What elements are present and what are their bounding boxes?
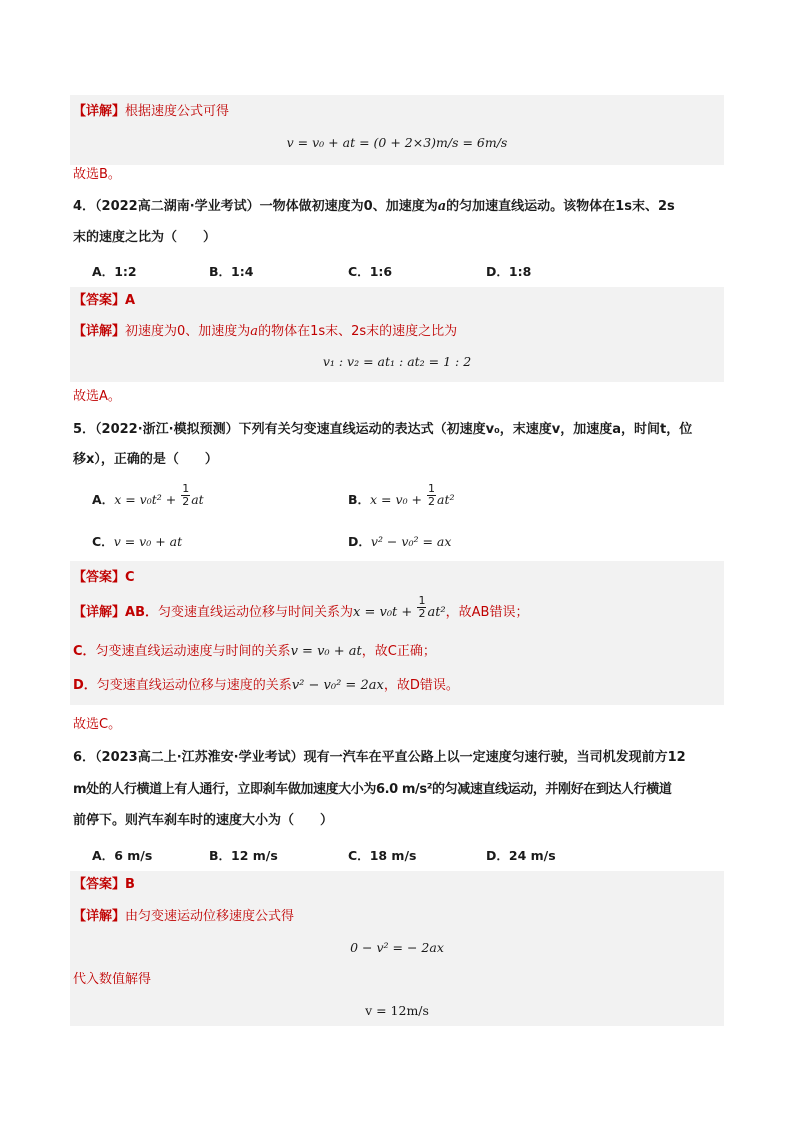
option-b[interactable]: B．x = v₀ + $\frac{1}{2}$ at² (348, 482, 455, 508)
question-source: （2022·浙江·模拟预测） (95, 422, 239, 437)
question-number: 5． (73, 422, 96, 437)
option-c[interactable]: C．1:6 (348, 264, 393, 279)
q5-stem-line2: 移x），正确的是（ ） (73, 452, 218, 467)
answer-value: A (125, 293, 136, 308)
q6-substitute: 代入数值解得 (73, 972, 152, 987)
q3-conclusion: 故选B。 (73, 167, 121, 182)
option-d[interactable]: D．v² − v₀² = ax (348, 534, 452, 549)
q5-answer-block (70, 561, 724, 705)
q3-detail-block (70, 95, 724, 165)
answer-value: C (125, 570, 135, 585)
question-number: 4． (73, 199, 96, 214)
question-source: （2022高二湖南·学业考试） (95, 199, 260, 214)
q4-stem-line2: 末的速度之比为（ ） (73, 230, 217, 245)
option-c[interactable]: C．v = v₀ + at (92, 534, 183, 549)
option-a[interactable]: A．x = v₀t² + $\frac{1}{2}$ at (92, 482, 204, 508)
q6-stem-line1: 6．（2023高二上·江苏淮安·学业考试）现有一汽车在平直公路上以一定速度匀速行驶，当司机发现前方12 (73, 750, 686, 765)
q4-conclusion: 故选A。 (73, 389, 121, 404)
q4-answer-block: 【答案】A 【详解】初速度为0、加速度为a的物体在1s末、2s末的速度之比为 v₁ : v₂ = at₁ : at₂ = 1 : 2 (70, 287, 724, 382)
q6-stem-line3: 前停下。则汽车刹车时的速度大小为（ ） (73, 813, 334, 828)
q5-detail-d: D．匀变速直线运动位移与速度的关系v² − v₀² = 2ax，故D错误。 (73, 678, 459, 693)
q5-conclusion: 故选C。 (73, 717, 122, 732)
detail-tag: 【详解】 (73, 324, 126, 339)
detail-tag: 【详解】 (73, 104, 126, 119)
q4-stem-line1: 4．（2022高二湖南·学业考试）一物体做初速度为0、加速度为a的匀加速直线运动。该物体在1s末、2s (73, 199, 675, 214)
q6-stem-line2: m处的人行横道上有人通行，立即刹车做加速度大小为6.0 m/s²的匀减速直线运动，并刚好在到达人行横道 (73, 782, 672, 797)
answer-tag: 【答案】 (73, 570, 126, 585)
option-a[interactable]: A．6 m/s (92, 848, 153, 863)
q3-formula: v = v₀ + at = (0 + 2×3)m/s = 6m/s (286, 135, 508, 150)
option-d[interactable]: D．1:8 (486, 264, 532, 279)
question-number: 6． (73, 750, 96, 765)
option-d[interactable]: D．24 m/s (486, 848, 556, 863)
option-b[interactable]: B．1:4 (209, 264, 254, 279)
q4-formula: v₁ : v₂ = at₁ : at₂ = 1 : 2 (322, 354, 472, 369)
option-c[interactable]: C．18 m/s (348, 848, 417, 863)
detail-text: 由匀变速运动位移速度公式得 (125, 909, 295, 924)
detail-tag: 【详解】 (73, 909, 126, 924)
answer-tag: 【答案】 (73, 877, 126, 892)
answer-tag: 【答案】 (73, 293, 126, 308)
q6-answer-block (70, 871, 724, 1026)
question-source: （2023高二上·江苏淮安·学业考试） (95, 750, 304, 765)
q5-stem-line1: 5．（2022·浙江·模拟预测）下列有关匀变速直线运动的表达式（初速度v₀，末速度v，加速度a，时间t，位 (73, 422, 693, 437)
q5-detail-ab: 【详解】AB．匀变速直线运动位移与时间关系为x = v₀t + $\frac{1}{2}$ at²，故AB错误； (73, 594, 529, 620)
q6-formula2: v = 12m/s (365, 1003, 429, 1018)
answer-value: B (125, 877, 135, 892)
option-b[interactable]: B．12 m/s (209, 848, 278, 863)
detail-text: 根据速度公式可得 (125, 104, 230, 119)
option-a[interactable]: A．1:2 (92, 264, 137, 279)
q6-formula1: 0 − v² = − 2ax (350, 940, 444, 955)
detail-tag: 【详解】 (73, 605, 126, 620)
q5-detail-c: C．匀变速直线运动速度与时间的关系v = v₀ + at，故C正确； (73, 644, 436, 659)
